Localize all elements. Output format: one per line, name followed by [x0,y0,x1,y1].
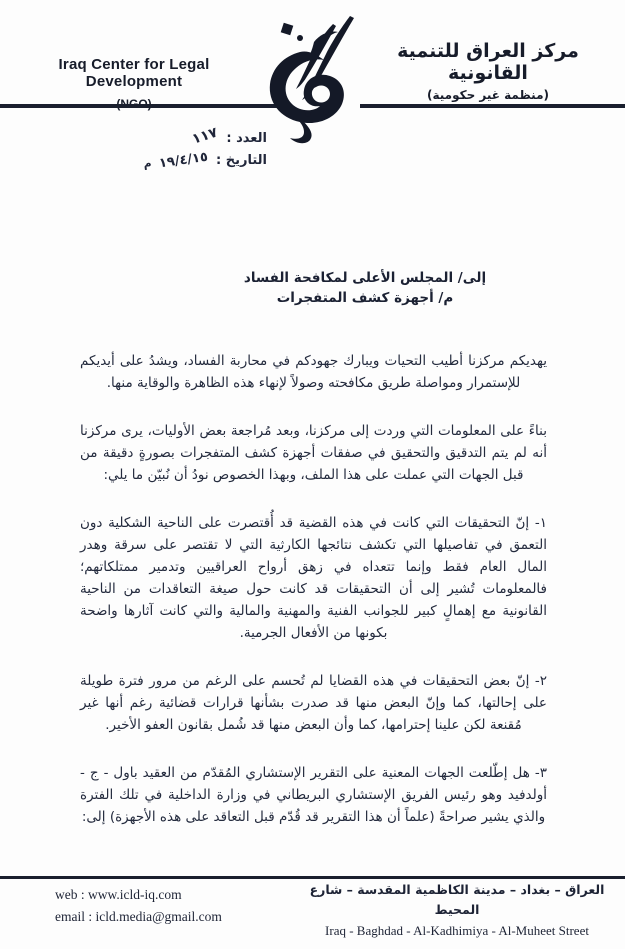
org-name-english [16,56,252,111]
letter-meta [67,124,267,172]
footer-email: email : icld.media@gmail.com [55,909,222,924]
paragraph-point-2: ٢- إنّ بعض التحقيقات في هذه القضايا لم تُحسم على الرغم من مرور فترة طويلة على إحالتها، كما وإنّ البعض منها قد صدرت بشأنها قرارات قضائية رغم أنها غير مُقنعة لكن علينا إحترامها، كما وأن البعض منها قد شُمل بقانون العفو الأخير. [80,673,547,733]
letter-body [80,350,547,854]
footer-address-english: Iraq - Baghdad - Al-Kadhimiya - Al-Muheet Street [325,923,589,938]
footer-divider [0,876,625,879]
subject-re-line: م/ أجهزة كشف المتفجرات [276,290,454,306]
number-value-handwritten: ١١٧ [189,124,220,148]
footer-address [307,880,607,942]
footer-address-arabic: العراق – بغداد – مدينة الكاظمية المقدسة – شارع المحيط [309,882,605,917]
subject-to-line: إلى/ المجلس الأعلى لمكافحة الفساد [243,270,487,286]
date-suffix-handwritten: م [142,156,153,171]
org-ngo-label-arabic: (منظمة غير حكومية) [427,88,549,102]
letter-date-row [67,150,267,172]
calligraphy-logo-icon [256,16,374,144]
paragraph-point-1: ١- إنّ التحقيقات التي كانت في هذه القضية قد أُقتصرت على الناحية الشكلية دون التعمق في تفاصيلها التي تكشف نتائجها الكارثية التي لا تقتصر على سرقة وهدر المال العام فقط وإنما تتعداه في زهق أرواح العراقيين وتدمير ممتلكاتهم؛ فالمعلومات تُشير إلى أن التحقيقات قد كانت حول صيغة التعاقدات من الناحية القانونية مع إهمالٍ كبير للجوانب الفنية والمهنية والمالية والتي كانت آثارها واضحة بكونها من الأفعال الجرمية. [80,515,547,641]
header-divider-left [0,104,286,108]
org-name-english-title: Iraq Center for Legal Development [58,56,210,90]
letter-subject [105,268,625,308]
number-label: العدد : [226,131,267,146]
paragraph-point-3: ٣- هل إطّلعت الجهات المعنية على التقرير الإستشاري المُقدّم من العقيد باول - ج - أولدفيد وهو رئيس الفريق الإستشاري البريطاني في وزارة الداخلية في تلك الفترة والذي يشير صراحةً (علماً أن هذا التقرير قد قُدّم قبل التعاقد على هذه الأجهزة) إلى: [80,765,547,825]
org-name-arabic [365,40,611,102]
header-divider-right [360,104,625,108]
footer-web: web : www.icld-iq.com [55,887,182,902]
org-name-arabic-title: مركز العراق للتنمية القانونية [397,40,579,84]
paragraph-intro: بناءً على المعلومات التي وردت إلى مركزنا، وبعد مُراجعة بعض الأوليات، يرى مركزنا أنه لم يتم التدقيق والتحقيق في صفقات أجهزة كشف المتفجرات بصورةٍ دقيقة من قبل الجهات التي عملت على هذا الملف، وبهذا الخصوص نودُ أن نُبيّن ما يلي: [80,423,547,483]
date-label: التاريخ : [216,153,267,168]
date-value-handwritten: ١٩/٤/١٥ [157,149,209,172]
letter-number-row [67,124,267,150]
footer-contacts [55,884,222,928]
paragraph-greeting: يهديكم مركزنا أطيب التحيات ويبارك جهودكم في محاربة الفساد، ويشدُ على أيديكم للإستمرار ومواصلة طريق مكافحته وصولاً لإنهاء هذه الظاهرة والوقاية منها. [80,353,547,391]
